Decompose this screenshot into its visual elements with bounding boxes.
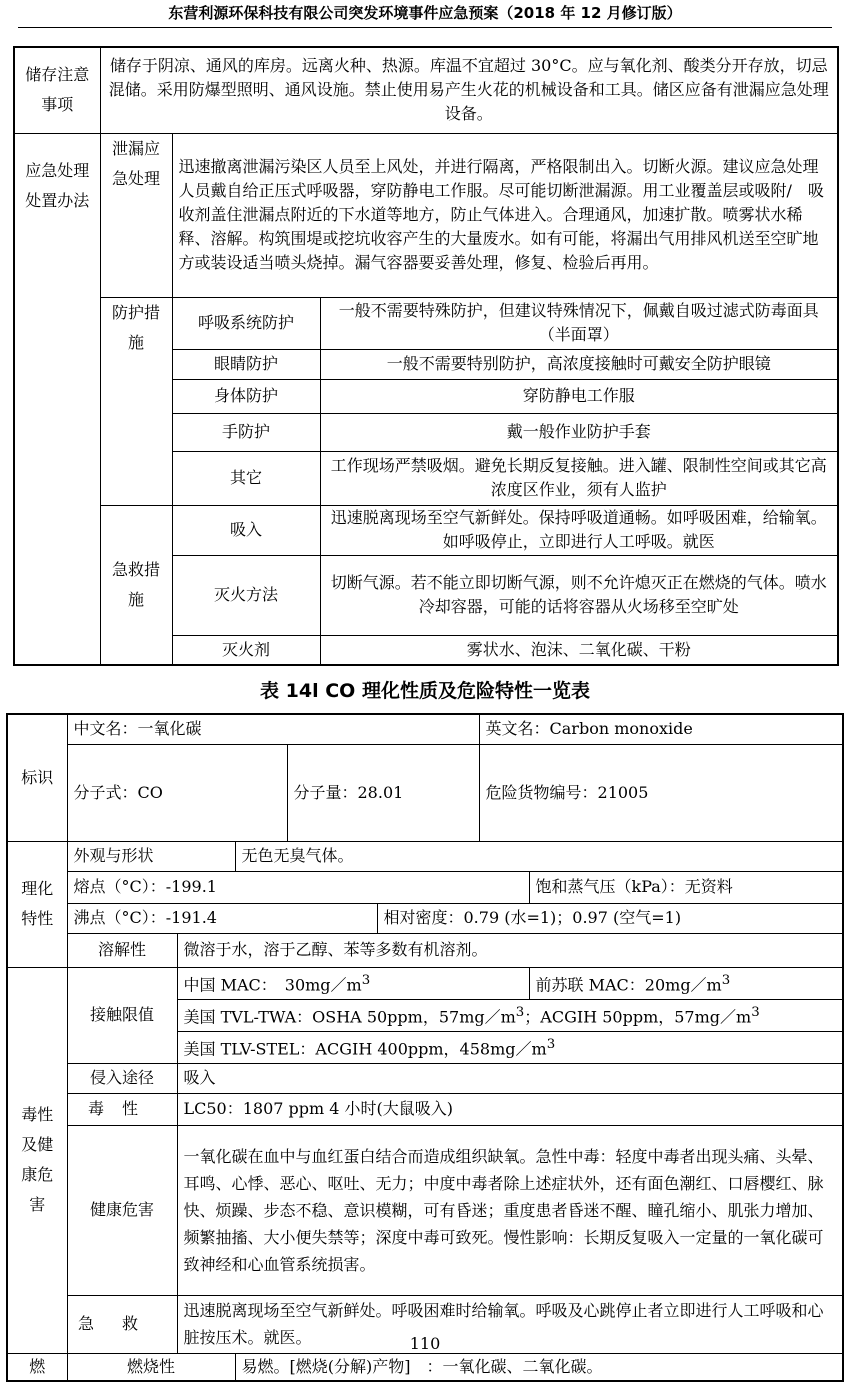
tlv-stel xyxy=(177,1031,843,1063)
toxicity: LC50：1807 ppm 4 小时(大鼠吸入) xyxy=(177,1093,843,1125)
health-label: 健康危害 xyxy=(67,1125,177,1295)
tlv-twa xyxy=(177,999,843,1031)
boiling-point: 沸点（°C）：-191.4 xyxy=(67,903,377,933)
tlv-stel-text: 美国 TLV-STEL：ACGIH 400ppm，458mg／m xyxy=(183,1039,547,1059)
mac-ussr xyxy=(529,967,843,999)
appearance: 无色无臭气体。 xyxy=(235,841,843,871)
table-title: 表 14l CO 理化性质及危险特性一览表 xyxy=(260,680,590,702)
other-label: 其它 xyxy=(172,451,320,505)
formula: 分子式：CO xyxy=(67,744,287,841)
route-label: 侵入途径 xyxy=(67,1063,177,1093)
protect-label: 防护措施 xyxy=(100,297,172,505)
en-name: 英文名：Carbon monoxide xyxy=(479,714,843,744)
limit-label: 接触限值 xyxy=(67,967,177,1063)
tox-label: 毒性及健康危害 xyxy=(7,967,67,1353)
emergency-label: 应急处理处置办法 xyxy=(14,133,100,665)
sup-3: 3 xyxy=(515,1004,525,1020)
storage-label: 储存注意事项 xyxy=(14,47,100,133)
page-header: 东营利源环保科技有限公司突发环境事件应急预案（2018 年 12 月修订版） xyxy=(168,4,682,22)
cn-name: 中文名：一氧化碳 xyxy=(67,714,479,744)
route: 吸入 xyxy=(177,1063,843,1093)
eye-text: 一般不需要特别防护，高浓度接触时可戴安全防护眼镜 xyxy=(320,349,838,379)
body-text: 穿防静电工作服 xyxy=(320,379,838,413)
flammability: 易燃。[燃烧(分解)产物] ：一氧化碳、二氧化碳。 xyxy=(235,1353,843,1381)
flammability-label: 燃烧性 xyxy=(67,1353,235,1381)
leak-label: 泄漏应急处理 xyxy=(100,133,172,297)
mac-china xyxy=(177,967,529,999)
sup-3: 3 xyxy=(546,1036,556,1052)
aid-text: 迅速脱离现场至空气新鲜处。呼吸困难时给输氧。呼吸及心跳停止者立即进行人工呼吸和心脏按压术。就医。 xyxy=(177,1295,843,1353)
co-properties-table xyxy=(6,713,844,1382)
hand-text: 戴一般作业防护手套 xyxy=(320,413,838,451)
page-number: 110 xyxy=(409,1334,441,1353)
id-label: 标识 xyxy=(7,714,67,841)
safety-table-continued xyxy=(13,46,839,666)
molecular-weight: 分子量：28.01 xyxy=(287,744,479,841)
phys-label: 理化特性 xyxy=(7,841,67,967)
fire-text: 切断气源。若不能立即切断气源，则不允许熄灭正在燃烧的气体。喷水冷却容器，可能的话将容器从火场移至空旷处 xyxy=(320,555,838,635)
solubility: 微溶于水，溶于乙醇、苯等多数有机溶剂。 xyxy=(177,933,843,967)
header-rule xyxy=(18,27,832,28)
sup-3: 3 xyxy=(751,1004,760,1020)
health-text: 一氧化碳在血中与血红蛋白结合而造成组织缺氧。急性中毒：轻度中毒者出现头痛、头晕、耳鸣、心悸、恶心、呕吐、无力；中度中毒者除上述症状外，还有面色潮红、口唇樱红、脉快、烦躁、步态不稳、意识模糊，可有昏迷；重度患者昏迷不醒、瞳孔缩小、肌张力增加、频繁抽搐、大小便失禁等；深度中毒可致死。慢性影响：长期反复吸入一定量的一氧化碳可致神经和心血管系统损害。 xyxy=(177,1125,843,1295)
sup-3: 3 xyxy=(361,972,371,988)
eye-label: 眼睛防护 xyxy=(172,349,320,379)
appearance-label: 外观与形状 xyxy=(67,841,235,871)
relative-density: 相对密度：0.79 (水=1)；0.97 (空气=1) xyxy=(377,903,843,933)
fire-label: 灭火方法 xyxy=(172,555,320,635)
resp-label: 呼吸系统防护 xyxy=(172,297,320,349)
agent-label: 灭火剂 xyxy=(172,635,320,665)
dangerous-goods-no: 危险货物编号：21005 xyxy=(479,744,843,841)
toxicity-label: 毒性 xyxy=(67,1093,177,1125)
aid-label: 急救 xyxy=(67,1295,177,1353)
leak-text: 迅速撤离泄漏污染区人员至上风处，并进行隔离，严格限制出入。切断火源。建议应急处理人员戴自给正压式呼吸器，穿防静电工作服。尽可能切断泄漏源。用工业覆盖层或吸附/ 吸收剂盖住泄漏点附近的下水道等地方，防止气体进入。合理通风，加速扩散。喷雾状水稀释、溶解。构筑围堤或挖坑收容产生的大量废水。如有可能，将漏出气用排风机送至空旷地方或装设适当喷头烧掉。漏气容器要妥善处理，修复、检验后再用。 xyxy=(172,133,838,297)
mac-china-text: 中国 MAC： 30mg／m xyxy=(183,975,362,995)
tlv-twa-acgih: ；ACGIH 50ppm，57mg／m xyxy=(524,1007,752,1027)
other-text: 工作现场严禁吸烟。避免长期反复接触。进入罐、限制性空间或其它高浓度区作业，须有人监护 xyxy=(320,451,838,505)
vapor-pressure: 饱和蒸气压（kPa）：无资料 xyxy=(529,871,843,903)
inhale-label: 吸入 xyxy=(172,505,320,555)
agent-text: 雾状水、泡沫、二氧化碳、干粉 xyxy=(320,635,838,665)
hand-label: 手防护 xyxy=(172,413,320,451)
storage-text: 储存于阴凉、通风的库房。远离火种、热源。库温不宜超过 30°C。应与氧化剂、酸类分开存放，切忌混储。采用防爆型照明、通风设施。禁止使用易产生火花的机械设备和工具。储区应备有泄漏应急处理设备。 xyxy=(100,47,838,133)
tlv-twa-osha: 美国 TVL-TWA：OSHA 50ppm，57mg／m xyxy=(183,1007,516,1027)
burn-label: 燃 xyxy=(7,1353,67,1381)
solubility-label: 溶解性 xyxy=(67,933,177,967)
body-label: 身体防护 xyxy=(172,379,320,413)
inhale-text: 迅速脱离现场至空气新鲜处。保持呼吸道通畅。如呼吸困难，给输氧。如呼吸停止，立即进行人工呼吸。就医 xyxy=(320,505,838,555)
resp-text: 一般不需要特殊防护，但建议特殊情况下，佩戴自吸过滤式防毒面具（半面罩） xyxy=(320,297,838,349)
sup-3: 3 xyxy=(721,972,731,988)
firstaid-label: 急救措施 xyxy=(100,505,172,665)
mac-ussr-text: 前苏联 MAC：20mg／m xyxy=(535,975,722,995)
melting-point: 熔点（°C）：-199.1 xyxy=(67,871,529,903)
